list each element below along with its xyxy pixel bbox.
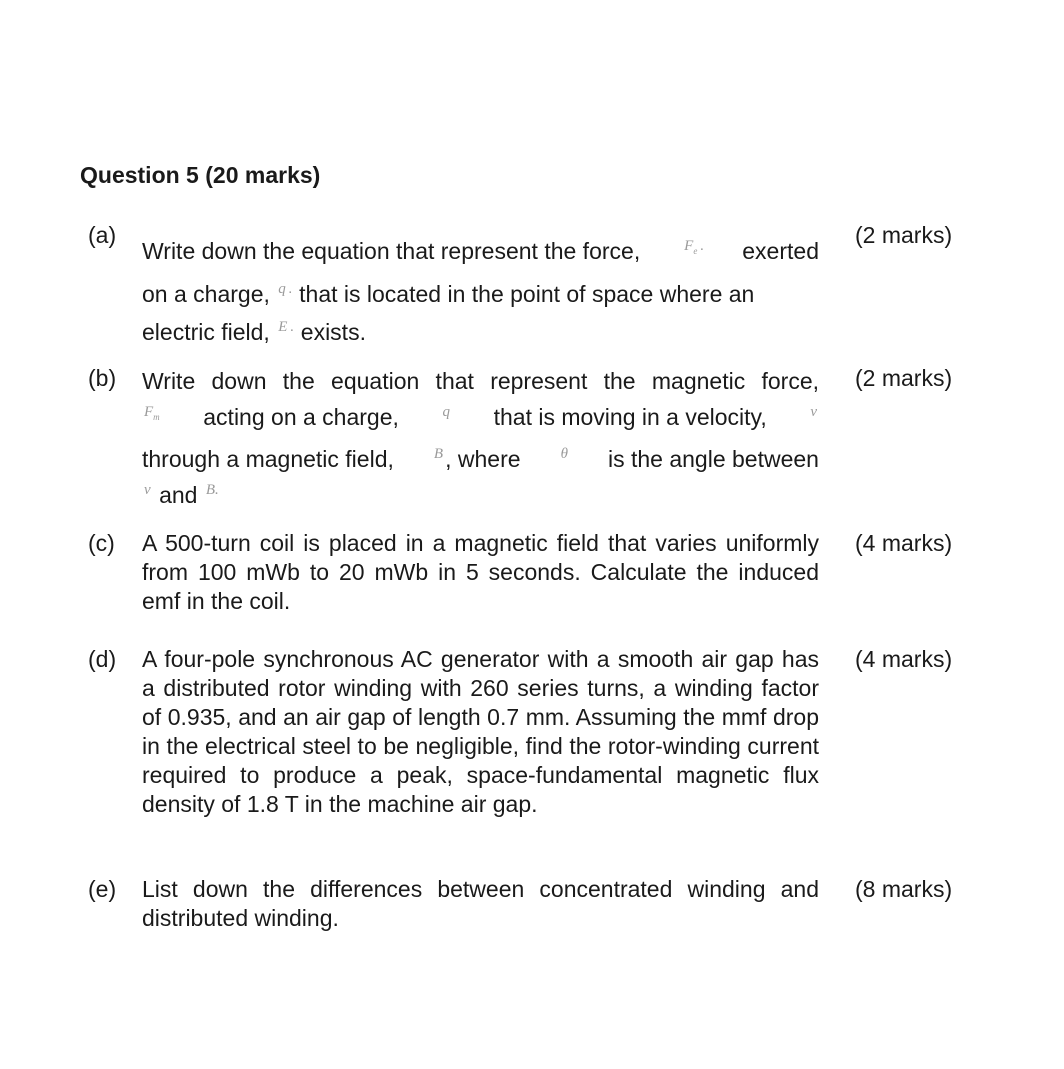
part-d-text: A four-pole synchronous AC generator with a smooth air gap has a distributed rotor winding with 260 series turns, a winding factor of 0.935, and an air gap of length 0.7 mm. Assuming the mmf drop in the electrical steel to be negligible, find the rotor-winding current required to produce a peak, space-fundamental magnetic flux density of 1.8 T in the machine air gap. [142, 646, 819, 817]
magnetic-field-symbol-b: B. [205, 482, 219, 498]
part-d-label: (d) [88, 646, 117, 672]
magnetic-field-symbol-b: B [433, 446, 444, 462]
part-a-marks: (2 marks) [855, 222, 953, 248]
part-b-label: (b) [88, 365, 117, 391]
question-title: Question 5 (20 marks) [80, 162, 321, 188]
part-a-exerted: exerted [742, 238, 819, 264]
charge-symbol-q: q [442, 404, 450, 420]
part-a-label: (a) [88, 222, 117, 248]
angle-symbol-theta: θ [560, 446, 568, 462]
part-c-marks: (4 marks) [855, 530, 953, 556]
part-b-marks: (2 marks) [855, 365, 953, 391]
part-c-label: (c) [88, 530, 115, 556]
part-c-text: A 500-turn coil is placed in a magnetic field that varies uniformly from 100 mWb to 20 mWb in 5 seconds. Calculate the induced emf in the coil. [142, 530, 819, 614]
electric-field-symbol-e: E [278, 319, 288, 335]
force-symbol-fm: $F_m$ [144, 404, 160, 422]
part-d-marks: (4 marks) [855, 646, 953, 672]
charge-symbol-q: q [278, 281, 286, 297]
part-e-text: List down the differences between concentrated winding and distributed winding. [142, 876, 819, 931]
part-a-line-1: Write down the equation that represent the force, [142, 238, 641, 264]
force-symbol-fe: Fe [684, 238, 698, 256]
part-b-text: Write down the equation that represent the magnetic force, $F_m$ acting on a charge, q that is moving in a velocity, v through a magnetic field, $^B$, where θ is the angle between $^v$ and $^{B.}$ [142, 368, 819, 508]
velocity-symbol-v: v [810, 404, 817, 420]
part-e-label: (e) [88, 876, 117, 902]
part-a-text: Write down the equation that represent the force, $^{F_e}$ · exerted on a charge, $^q$ · that is located in the point of space where an electric field, $^E$ · exists. [142, 234, 819, 353]
part-e-marks: (8 marks) [855, 876, 953, 902]
velocity-symbol-v: v [144, 482, 151, 498]
